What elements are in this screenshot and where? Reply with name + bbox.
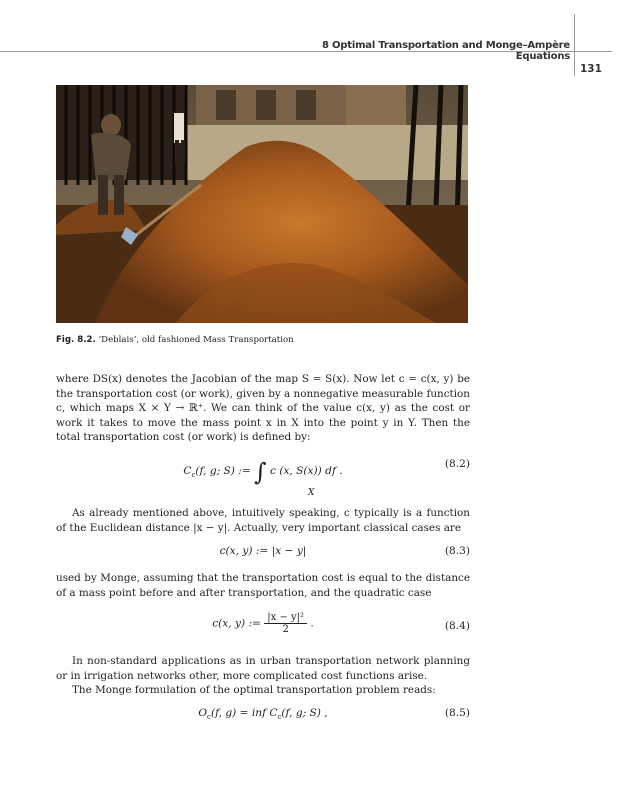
eq85-mid: (f, g) = inf C (210, 707, 278, 719)
eq84-fraction (264, 612, 307, 635)
eq83-number: (8.3) (444, 545, 470, 557)
equation-8-2 (56, 458, 470, 498)
deblais-photo-illustration (56, 85, 468, 323)
paragraph-1: where DS(x) denotes the Jacobian of the map S = S(x). Now let c = c(x, y) be the transportation cost (or work), given by a nonnegative measurable function c, which maps X × Y → ℝ⁺. We can think of the value c(x, y) as the cost or work it takes to move the mass point x in X into the point y in Y. Then the total transportation cost (or work) is defined by: (56, 373, 470, 444)
eq85-number: (8.5) (444, 707, 470, 719)
eq85-expression (56, 707, 470, 721)
paragraph-3: used by Monge, assuming that the transportation cost is equal to the distance of a mass point before and after transportation, and the quadratic case (56, 572, 470, 599)
eq84-denominator: 2 (282, 624, 289, 635)
equation-8-5 (56, 707, 470, 727)
eq82-integrand: c (x, S(x)) df . (270, 465, 343, 477)
eq84-numerator: |x − y|² (264, 612, 307, 624)
equation-8-3 (56, 545, 470, 565)
running-title: 8 Optimal Transportation and Monge–Ampère Equations (321, 40, 570, 62)
page-number: 131 (580, 63, 602, 75)
caption-text: ‘Deblais’, old fashioned Mass Transportation (95, 335, 294, 345)
figure-photo (56, 85, 468, 323)
equation-8-2-expression (56, 458, 470, 486)
eq84-number: (8.4) (444, 620, 470, 632)
eq82-number: (8.2) (444, 458, 470, 470)
equation-8-4 (56, 612, 470, 644)
eq85-sub: c (207, 713, 211, 722)
eq82-lhs: C (183, 465, 192, 477)
paragraph-4: In non-standard applications as in urban transportation network planning or in irrigation networks other, more complicated cost functions arise. (56, 655, 470, 682)
eq85-lhs: O (198, 707, 208, 719)
eq82-sub: c (191, 471, 196, 480)
figure-caption (56, 335, 294, 345)
eq84-lhs: c(x, y) := (212, 617, 261, 630)
eq84-expression (56, 612, 470, 635)
eq83-expression: c(x, y) := |x − y| (219, 545, 307, 557)
eq85-sub2: c (277, 713, 282, 722)
paragraph-5: The Monge formulation of the optimal transportation problem reads: (72, 684, 436, 696)
eq84-tail: . (307, 617, 314, 630)
eq82-domain: X (308, 488, 315, 498)
margin-rule (574, 14, 575, 76)
integral-sign: ∫ (254, 458, 267, 486)
eq82-args: (f, g; S) := (195, 465, 251, 477)
caption-label: Fig. 8.2. (56, 335, 96, 345)
eq85-rest: (f, g; S) , (281, 707, 328, 719)
paragraph-2: As already mentioned above, intuitively speaking, c typically is a function of the Euclidean distance |x − y|. Actually, very important classical cases are (56, 507, 470, 534)
